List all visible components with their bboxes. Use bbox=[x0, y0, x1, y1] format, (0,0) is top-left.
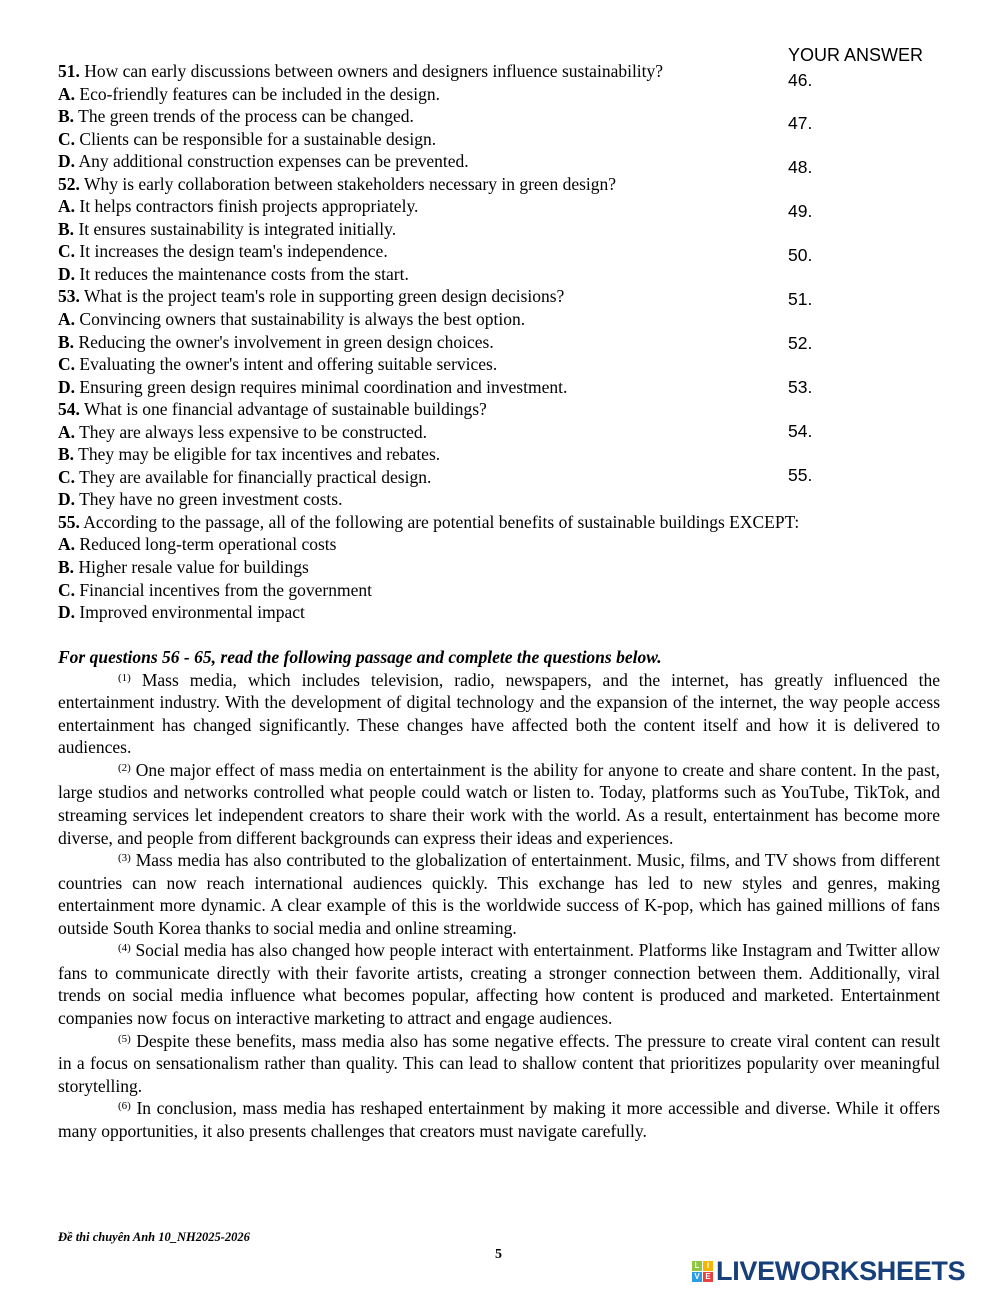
option-letter: A. bbox=[58, 309, 76, 330]
question-stem bbox=[58, 398, 958, 421]
question-number: 55. bbox=[58, 511, 80, 532]
option-text: Evaluating the owner's intent and offering suitable services. bbox=[79, 354, 498, 375]
paragraph-marker: (4) bbox=[118, 942, 131, 955]
answer-row bbox=[788, 375, 962, 399]
answer-option bbox=[58, 579, 958, 602]
passage-paragraph bbox=[58, 939, 940, 1029]
answer-input[interactable] bbox=[818, 375, 962, 399]
paragraph-text: Social media has also changed how people interact with entertainment. Platforms like Instagram and Twitter allow fans to communicate directly with their favorite artists, creating a stronger connection between them. Additionally, viral trends on social media influence what becomes popular, affecting how content is produced and marketed. Entertainment companies now focus on interactive marketing to attract and engage audiences. bbox=[58, 940, 941, 1028]
option-text: It ensures sustainability is integrated initially. bbox=[78, 218, 397, 239]
paragraph-text: Mass media, which includes television, radio, newspapers, and the internet, has greatly influenced the entertainment industry. With the development of digital technology and the expansion of the internet, the way people access entertainment has changed significantly. These changes have affected both the content itself and how it is delivered to audiences. bbox=[58, 669, 940, 758]
question-text: What is the project team's role in supporting green design decisions? bbox=[83, 286, 565, 307]
option-letter: A. bbox=[58, 83, 76, 104]
paragraph-text: Despite these benefits, mass media also has some negative effects. The pressure to create viral content can result in a focus on sensationalism rather than quality. This can lead to shallow content that prioritizes popularity over meaningful storytelling. bbox=[58, 1030, 941, 1096]
answer-label: 47. bbox=[788, 113, 813, 134]
answer-input[interactable] bbox=[818, 244, 962, 268]
option-letter: A. bbox=[58, 196, 76, 217]
option-text: Improved environmental impact bbox=[79, 602, 305, 623]
option-letter: C. bbox=[58, 579, 76, 600]
answer-row bbox=[788, 419, 962, 443]
question-number: 51. bbox=[58, 61, 80, 81]
answer-label: 46. bbox=[788, 69, 813, 90]
answer-label: 48. bbox=[788, 157, 813, 178]
answer-row bbox=[788, 463, 962, 487]
question-stem bbox=[58, 511, 958, 534]
paragraph-text: In conclusion, mass media has reshaped entertainment by making it more accessible and diverse. While it offers many opportunities, it also presents challenges that creators must navigate carefully. bbox=[58, 1098, 941, 1141]
answer-label: 53. bbox=[788, 376, 813, 397]
answer-label: 52. bbox=[788, 332, 813, 353]
option-letter: D. bbox=[58, 602, 76, 623]
question-number: 52. bbox=[58, 173, 80, 194]
option-letter: C. bbox=[58, 354, 76, 375]
paragraph-marker: (1) bbox=[118, 671, 131, 684]
answer-option bbox=[58, 556, 958, 579]
option-text: They have no green investment costs. bbox=[79, 489, 343, 510]
passage-paragraph bbox=[58, 1097, 940, 1142]
answer-label: 54. bbox=[788, 420, 813, 441]
option-letter: C. bbox=[58, 466, 76, 487]
option-text: It reduces the maintenance costs from the start. bbox=[79, 263, 409, 284]
question-text: What is one financial advantage of sustainable buildings? bbox=[83, 399, 487, 420]
paragraph-marker: (5) bbox=[118, 1032, 131, 1045]
liveworksheets-logo bbox=[692, 1256, 965, 1287]
answer-label: 50. bbox=[788, 245, 813, 266]
logo-text: LIVEWORKSHEETS bbox=[716, 1256, 966, 1286]
answer-row bbox=[788, 156, 962, 180]
answer-row bbox=[788, 68, 962, 92]
answer-input[interactable] bbox=[818, 419, 962, 443]
question-text: How can early discussions between owners and designers influence sustainability? bbox=[84, 61, 664, 81]
answer-option bbox=[58, 488, 958, 511]
option-text: Higher resale value for buildings bbox=[78, 557, 309, 578]
answer-input[interactable] bbox=[818, 156, 962, 180]
option-letter: D. bbox=[58, 263, 76, 284]
passage-paragraph bbox=[58, 669, 940, 759]
option-letter: A. bbox=[58, 421, 76, 442]
option-text: Convincing owners that sustainability is always the best option. bbox=[79, 309, 526, 330]
passage-paragraph bbox=[58, 759, 940, 849]
option-letter: C. bbox=[58, 241, 76, 262]
option-text: Financial incentives from the government bbox=[79, 579, 372, 600]
answer-row bbox=[788, 200, 962, 224]
paragraph-marker: (3) bbox=[118, 852, 131, 865]
answer-row bbox=[788, 112, 962, 136]
answer-label: 49. bbox=[788, 201, 813, 222]
answer-input[interactable] bbox=[818, 288, 962, 312]
option-letter: B. bbox=[58, 218, 75, 239]
footer-exam-title: Đề thi chuyên Anh 10_NH2025-2026 bbox=[58, 1230, 250, 1244]
answer-option bbox=[58, 533, 958, 556]
option-letter: D. bbox=[58, 151, 76, 172]
option-text: Reducing the owner's involvement in green design choices. bbox=[78, 331, 494, 352]
option-letter: B. bbox=[58, 106, 75, 127]
option-text: They may be eligible for tax incentives and rebates. bbox=[78, 444, 441, 465]
paragraph-marker: (2) bbox=[118, 761, 131, 774]
question-text: According to the passage, all of the following are potential benefits of sustainable buildings EXCEPT: bbox=[83, 511, 800, 532]
option-text: It increases the design team's independence. bbox=[79, 241, 388, 262]
paragraph-marker: (6) bbox=[118, 1100, 131, 1113]
page-number: 5 bbox=[495, 1247, 502, 1262]
question-text: Why is early collaboration between stakeholders necessary in green design? bbox=[83, 173, 617, 194]
passage-paragraph bbox=[58, 1030, 940, 1098]
answer-input[interactable] bbox=[818, 68, 962, 92]
answer-option bbox=[58, 353, 958, 376]
answer-input[interactable] bbox=[818, 463, 962, 487]
option-letter: A. bbox=[58, 534, 76, 555]
logo-blocks-icon: L I V E bbox=[692, 1261, 713, 1282]
option-text: The green trends of the process can be changed. bbox=[78, 106, 414, 127]
option-text: Ensuring green design requires minimal coordination and investment. bbox=[79, 376, 568, 397]
option-text: Reduced long-term operational costs bbox=[79, 534, 337, 555]
answer-label: 51. bbox=[788, 289, 813, 309]
option-letter: C. bbox=[58, 128, 76, 149]
passage-instruction: For questions 56 - 65, read the following passage and complete the questions below. bbox=[58, 647, 662, 668]
option-text: Eco-friendly features can be included in the design. bbox=[79, 83, 440, 104]
option-text: They are available for financially practical design. bbox=[79, 466, 432, 487]
question-number: 54. bbox=[58, 399, 80, 420]
option-letter: B. bbox=[58, 557, 75, 578]
your-answer-heading: YOUR ANSWER bbox=[788, 45, 924, 65]
option-text: Any additional construction expenses can be prevented. bbox=[78, 151, 469, 172]
option-text: Clients can be responsible for a sustainable design. bbox=[79, 128, 437, 149]
answer-row bbox=[788, 288, 962, 312]
answer-row bbox=[788, 244, 962, 268]
passage-paragraph bbox=[58, 849, 940, 939]
answer-label: 55. bbox=[788, 464, 813, 485]
option-text: It helps contractors finish projects appropriately. bbox=[79, 196, 419, 217]
option-letter: D. bbox=[58, 489, 76, 510]
option-text: They are always less expensive to be constructed. bbox=[79, 421, 428, 442]
answer-input[interactable] bbox=[818, 331, 962, 355]
paragraph-text: One major effect of mass media on entertainment is the ability for anyone to create and share content. In the past, large studios and networks controlled what people could watch or listen to. Today, platforms such as YouTube, TikTok, and streaming services let independent creators to share their work with the world. As a result, entertainment has become more diverse, and people from different backgrounds can express their ideas and experiences. bbox=[58, 759, 940, 848]
question-number: 53. bbox=[58, 286, 80, 307]
answer-input[interactable] bbox=[818, 200, 962, 224]
option-letter: B. bbox=[58, 444, 75, 465]
answer-row bbox=[788, 331, 962, 355]
option-letter: D. bbox=[58, 376, 76, 397]
answer-option bbox=[58, 601, 958, 624]
answer-input[interactable] bbox=[818, 112, 962, 136]
paragraph-text: Mass media has also contributed to the globalization of entertainment. Music, films, and TV shows from different countries can now reach international audiences quickly. This exchange has led to new styles and genres, making entertainment more dynamic. A clear example of this is the worldwide success of K-pop, which has gained millions of fans outside South Korea thanks to social media and online streaming. bbox=[58, 850, 940, 938]
option-letter: B. bbox=[58, 331, 75, 352]
